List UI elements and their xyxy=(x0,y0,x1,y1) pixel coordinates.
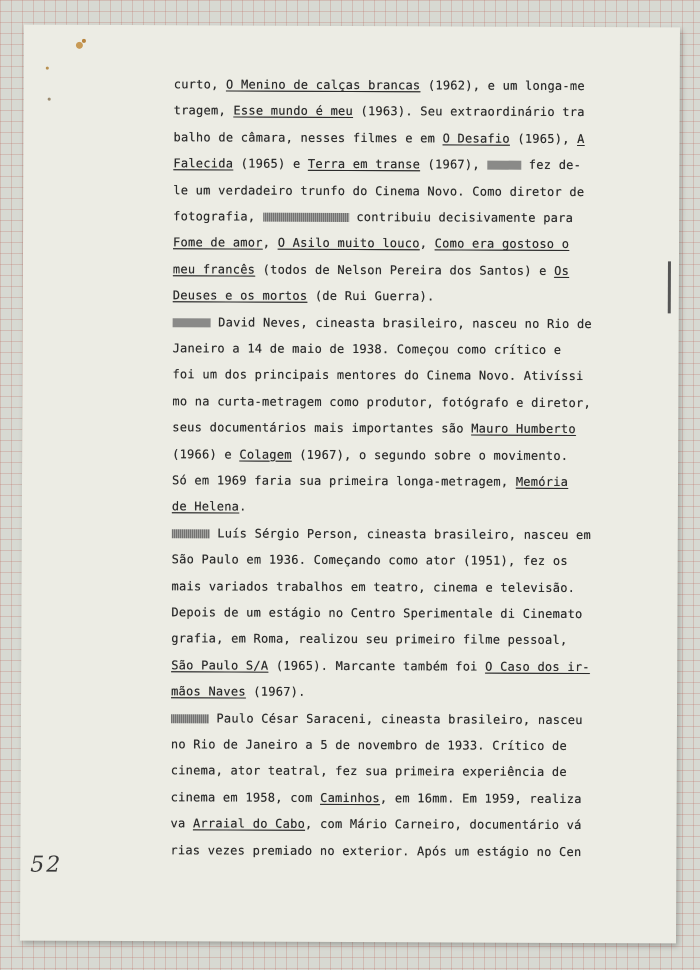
underlined-title: Deuses e os mortos xyxy=(172,288,308,303)
text-segment: grafia, em Roma, realizou seu primeiro filme pessoal, xyxy=(171,631,568,648)
text-segment: , em 16mm. Em 1959, realiza xyxy=(379,790,582,806)
text-segment: va xyxy=(170,816,193,831)
text-segment: foi um dos principais mentores do Cinema Novo. Ativíssi xyxy=(172,367,584,384)
underlined-title: Fome de amor xyxy=(173,235,263,251)
text-line xyxy=(172,394,591,410)
text-line xyxy=(172,368,583,384)
text-segment: Só em 1969 faria sua primeira longa-metragem, xyxy=(171,473,516,489)
text-segment: , xyxy=(262,236,278,251)
text-segment: , com Mário Carneiro, documentário vá xyxy=(305,816,582,833)
underlined-title: Falecida xyxy=(173,156,234,171)
redaction-mark xyxy=(263,213,349,222)
text-segment: tragem, xyxy=(173,103,234,118)
text-segment: , xyxy=(419,236,435,251)
text-line xyxy=(172,579,576,595)
redaction-mark xyxy=(171,714,209,723)
redaction-mark xyxy=(173,318,211,327)
text-segment: (1967), o segundo sobre o movimento. xyxy=(291,447,569,463)
underlined-title: O Desafio xyxy=(442,131,510,146)
underlined-title: Colagem xyxy=(239,447,292,462)
underlined-title: Arraial do Cabo xyxy=(192,816,306,831)
underlined-title: Mauro Humberto xyxy=(471,421,576,437)
text-segment: fez de- xyxy=(521,157,582,173)
text-line xyxy=(173,262,569,278)
text-line xyxy=(171,684,306,699)
text-segment: mais variados trabalhos em teatro, cinema e televisão. xyxy=(171,578,576,595)
text-segment: . xyxy=(239,499,247,514)
underlined-title: de Helena xyxy=(171,499,240,514)
text-line xyxy=(170,816,581,832)
text-line xyxy=(171,605,582,621)
margin-mark xyxy=(668,261,671,313)
text-line xyxy=(173,156,581,172)
underlined-title: Caminhos xyxy=(320,790,380,805)
underlined-title: Os xyxy=(554,263,570,278)
text-segment: (1965) e xyxy=(233,156,308,172)
text-line xyxy=(171,632,567,648)
text-segment: Paulo César Saraceni, cineasta brasileiro, nasceu xyxy=(208,710,583,727)
text-line xyxy=(171,790,582,806)
text-segment: Luís Sérgio Person, cineasta brasileiro, nasceu em xyxy=(209,526,592,542)
text-segment: (1967). xyxy=(245,684,306,699)
text-segment: (todos de Nelson Pereira dos Santos) e xyxy=(255,262,555,278)
punch-mark xyxy=(46,67,49,70)
handwritten-page-number: 52 xyxy=(30,852,63,878)
underlined-title: O Menino de calças brancas xyxy=(226,77,421,93)
text-segment: (1967), xyxy=(420,157,488,172)
text-line xyxy=(172,447,568,463)
text-segment: (1962), e um longa-me xyxy=(420,78,585,94)
text-line xyxy=(172,420,576,436)
text-line xyxy=(170,843,581,859)
text-line xyxy=(171,764,567,780)
text-line xyxy=(173,130,584,146)
text-segment: (1966) e xyxy=(172,446,240,462)
text-line xyxy=(172,526,591,542)
text-segment: cinema, ator teatral, fez sua primeira experiência de xyxy=(170,763,567,780)
text-segment: fotografia, xyxy=(173,209,263,224)
underlined-title: meu francês xyxy=(172,262,256,277)
text-line xyxy=(172,500,247,514)
underlined-title: Terra em transe xyxy=(307,157,421,172)
rust-stain xyxy=(76,42,83,49)
text-segment: contribuiu decisivamente para xyxy=(348,209,574,225)
text-segment: (1965), xyxy=(509,131,578,146)
underlined-title: Esse mundo é meu xyxy=(233,103,354,119)
text-line xyxy=(173,183,584,199)
text-line xyxy=(174,104,585,120)
underlined-title: Como era gostoso o xyxy=(434,236,570,252)
text-segment: no Rio de Janeiro a 5 de novembro de 1933. Crítico de xyxy=(170,737,568,753)
text-line xyxy=(171,658,590,674)
text-segment: mo na curta-metragem como produtor, fotógrafo e diretor, xyxy=(172,394,591,410)
text-line xyxy=(171,711,583,727)
underlined-title: O Asilo muito louco xyxy=(277,236,420,251)
text-line xyxy=(173,341,562,357)
text-segment: curto, xyxy=(173,77,227,92)
punch-mark xyxy=(48,98,51,101)
underlined-title: A xyxy=(577,131,585,146)
text-segment: (1963). Seu extraordinário tra xyxy=(352,104,585,120)
text-segment: seus documentários mais importantes são xyxy=(172,420,472,436)
text-line xyxy=(173,209,573,225)
underlined-title: Memória xyxy=(515,474,569,489)
text-line xyxy=(172,473,568,489)
text-line xyxy=(174,77,585,93)
text-segment: São Paulo em 1936. Começando como ator (1951), fez os xyxy=(171,552,568,569)
text-line xyxy=(171,737,567,753)
typewritten-text-block xyxy=(170,77,636,859)
text-line xyxy=(173,288,435,303)
text-segment: balho de câmara, nesses filmes e em xyxy=(173,130,443,146)
underlined-title: São Paulo S/A xyxy=(171,658,269,673)
text-line xyxy=(172,552,568,568)
rust-stain xyxy=(82,39,86,43)
redaction-mark xyxy=(487,161,521,170)
text-segment: (de Rui Guerra). xyxy=(307,288,435,304)
text-segment: rias vezes premiado no exterior. Após um estágio no Cen xyxy=(170,842,582,859)
text-segment: David Neves, cineasta brasileiro, nasceu no Rio de xyxy=(210,314,592,331)
text-segment: Janeiro a 14 de maio de 1938. Começou como crítico e xyxy=(172,341,562,357)
text-line xyxy=(173,315,592,331)
text-segment: cinema em 1958, com xyxy=(170,790,321,805)
underlined-title: mãos Naves xyxy=(171,684,246,699)
underlined-title: O Caso dos ir- xyxy=(485,659,590,674)
redaction-mark xyxy=(172,529,210,538)
text-segment: le um verdadeiro trunfo do Cinema Novo. Como diretor de xyxy=(173,182,585,199)
text-segment: Depois de um estágio no Centro Sperimentale di Cinemato xyxy=(171,605,583,622)
text-segment: (1965). Marcante também foi xyxy=(268,658,486,674)
text-line xyxy=(173,236,569,252)
document-page xyxy=(20,25,680,944)
